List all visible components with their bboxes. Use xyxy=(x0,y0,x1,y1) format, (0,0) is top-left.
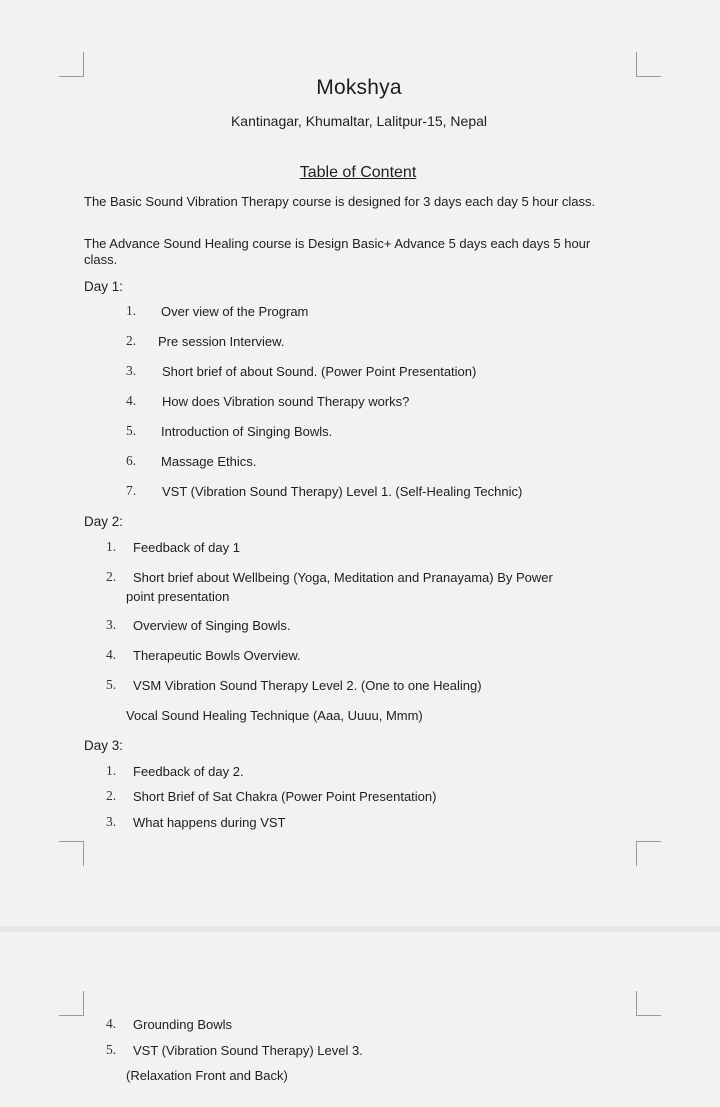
list-item: Short Brief of Sat Chakra (Power Point Presentation) xyxy=(133,789,437,804)
list-item: Over view of the Program xyxy=(161,304,309,319)
day-2-heading: Day 2: xyxy=(84,514,124,529)
margin-corner-mark xyxy=(59,991,84,1016)
list-item: Introduction of Singing Bowls. xyxy=(161,424,333,439)
list-number: 4. xyxy=(126,393,137,408)
document-title: Mokshya xyxy=(316,76,402,99)
list-number: 1. xyxy=(126,303,137,318)
list-item: Feedback of day 1 xyxy=(133,540,240,555)
margin-corner-mark xyxy=(59,52,84,77)
margin-corner-mark xyxy=(636,991,661,1016)
list-number: 3. xyxy=(106,814,117,829)
margin-corner-mark xyxy=(59,841,84,866)
list-item: VST (Vibration Sound Therapy) Level 3. xyxy=(133,1043,363,1058)
list-number: 5. xyxy=(106,677,117,692)
list-item-continuation: point presentation xyxy=(126,589,230,604)
list-number: 2. xyxy=(106,788,117,803)
toc-heading: Table of Content xyxy=(299,164,417,181)
list-number: 6. xyxy=(126,453,137,468)
list-number: 1. xyxy=(106,539,117,554)
list-item: VST (Vibration Sound Therapy) Level 1. (Self-Healing Technic) xyxy=(162,484,523,499)
list-item: Massage Ethics. xyxy=(161,454,257,469)
margin-corner-mark xyxy=(636,841,661,866)
list-number: 3. xyxy=(106,617,117,632)
day-3-heading: Day 3: xyxy=(84,738,124,753)
list-number: 3. xyxy=(126,363,137,378)
list-item: Overview of Singing Bowls. xyxy=(133,618,291,633)
day-1-heading: Day 1: xyxy=(84,279,124,294)
list-number: 4. xyxy=(106,1016,117,1031)
list-number: 4. xyxy=(106,647,117,662)
list-item: What happens during VST xyxy=(133,815,286,830)
margin-corner-mark xyxy=(636,52,661,77)
list-item: Short brief about Wellbeing (Yoga, Meditation and Pranayama) By Power xyxy=(133,570,553,585)
list-item: How does Vibration sound Therapy works? xyxy=(162,394,410,409)
document-page-2 xyxy=(0,932,720,1107)
list-number: 2. xyxy=(126,333,137,348)
list-number: 1. xyxy=(106,763,117,778)
intro-paragraph-advance: The Advance Sound Healing course is Design Basic+ Advance 5 days each days 5 hour class. xyxy=(84,236,591,267)
list-item: Pre session Interview. xyxy=(158,334,285,349)
list-note: (Relaxation Front and Back) xyxy=(126,1068,288,1083)
list-note: Vocal Sound Healing Technique (Aaa, Uuuu, Mmm) xyxy=(126,708,423,723)
list-number: 7. xyxy=(126,483,137,498)
list-number: 5. xyxy=(106,1042,117,1057)
list-number: 2. xyxy=(106,569,117,584)
list-item: Short brief of about Sound. (Power Point Presentation) xyxy=(162,364,477,379)
document-address: Kantinagar, Khumaltar, Lalitpur-15, Nepal xyxy=(230,113,488,129)
list-item: Feedback of day 2. xyxy=(133,764,244,779)
list-number: 5. xyxy=(126,423,137,438)
list-item: VSM Vibration Sound Therapy Level 2. (One to one Healing) xyxy=(133,678,482,693)
list-item: Therapeutic Bowls Overview. xyxy=(133,648,301,663)
list-item: Grounding Bowls xyxy=(133,1017,232,1032)
intro-paragraph-basic: The Basic Sound Vibration Therapy course is designed for 3 days each day 5 hour class. xyxy=(84,194,596,209)
